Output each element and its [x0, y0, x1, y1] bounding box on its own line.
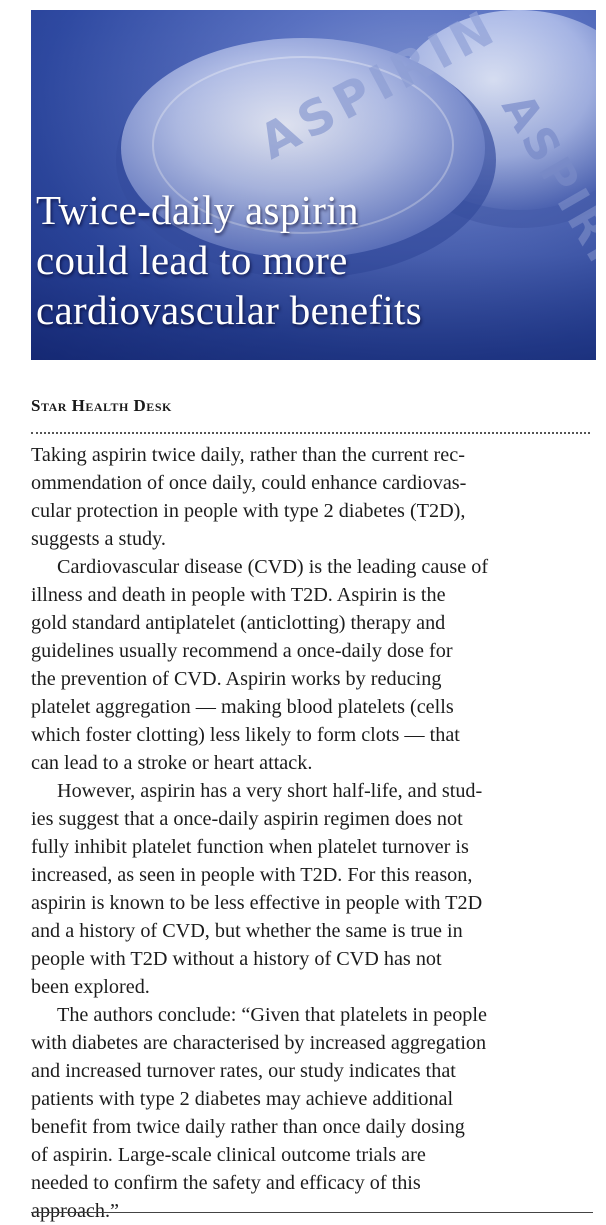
text-line: increased, as seen in people with T2D. For this reason, [31, 864, 473, 886]
headline-line-2: could lead to more [36, 237, 348, 283]
text-line: been explored. [31, 976, 150, 998]
text-line: benefit from twice daily rather than once daily dosing [31, 1116, 465, 1138]
text-line: aspirin is known to be less effective in people with T2D [31, 892, 483, 914]
text-line: ies suggest that a once-daily aspirin regimen does not [31, 808, 463, 830]
text-line: platelet aggregation — making blood platelets (cells [31, 696, 454, 718]
paragraph-1 [31, 441, 593, 553]
text-line: The authors conclude: “Given that platelets in people [57, 1004, 487, 1026]
text-line: and a history of CVD, but whether the same is true in [31, 920, 463, 942]
text-line: people with T2D without a history of CVD has not [31, 948, 442, 970]
text-line: Cardiovascular disease (CVD) is the leading cause of [57, 556, 489, 578]
text-line: patients with type 2 diabetes may achieve additional [31, 1088, 454, 1110]
paragraph-4 [31, 1001, 593, 1225]
text-line: which foster clotting) less likely to form clots — that [31, 724, 460, 746]
text-line: the prevention of CVD. Aspirin works by reducing [31, 668, 442, 690]
headline-line-1: Twice-daily aspirin [36, 187, 359, 233]
text-line: with diabetes are characterised by increased aggregation [31, 1032, 487, 1054]
byline: Star Health Desk [31, 396, 172, 415]
text-line: gold standard antiplatelet (anticlotting) therapy and [31, 612, 446, 634]
article-body [31, 441, 593, 1225]
text-line: and increased turnover rates, our study indicates that [31, 1060, 456, 1082]
text-line: Taking aspirin twice daily, rather than the current rec- [31, 444, 465, 466]
text-line: However, aspirin has a very short half-life, and stud- [57, 780, 483, 802]
text-line: cular protection in people with type 2 diabetes (T2D), [31, 500, 466, 522]
text-line: suggests a study. [31, 528, 166, 550]
text-line: approach.” [31, 1200, 119, 1222]
text-line: fully inhibit platelet function when platelet turnover is [31, 836, 469, 858]
text-line: illness and death in people with T2D. Aspirin is the [31, 584, 446, 606]
headline-line-3: cardiovascular benefits [36, 287, 422, 333]
text-line: can lead to a stroke or heart attack. [31, 752, 313, 774]
headline [36, 185, 596, 335]
text-line: guidelines usually recommend a once-daily dose for [31, 640, 453, 662]
paragraph-3 [31, 777, 593, 1001]
dotted-divider [31, 432, 590, 434]
text-line: ommendation of once daily, could enhance cardiovas- [31, 472, 467, 494]
paragraph-2 [31, 553, 593, 777]
text-line: of aspirin. Large-scale clinical outcome trials are [31, 1144, 426, 1166]
text-line: needed to confirm the safety and efficacy of this [31, 1172, 421, 1194]
bottom-divider [31, 1212, 593, 1213]
